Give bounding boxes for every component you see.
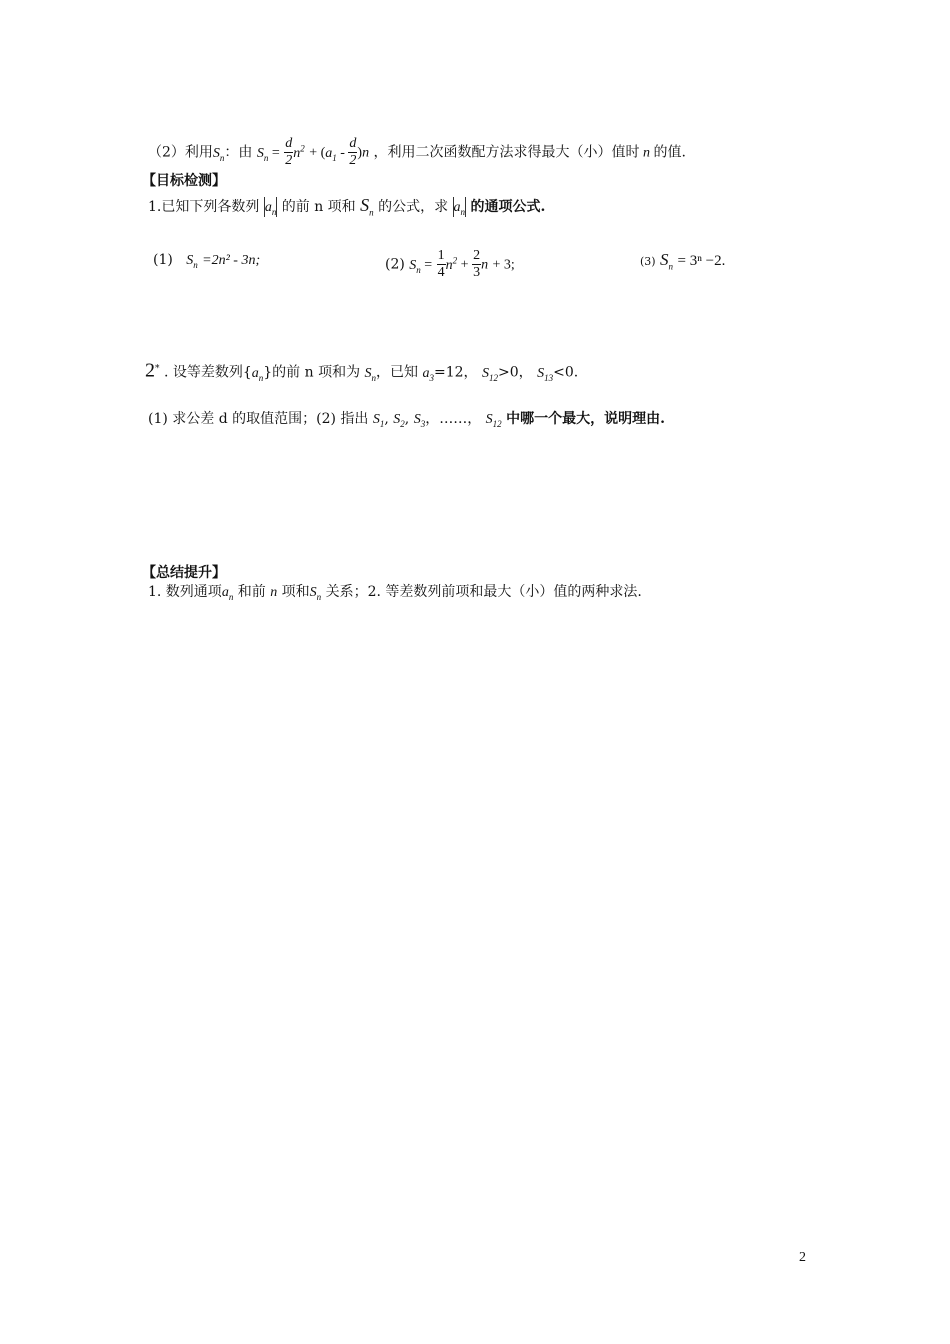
q2-text-e: >0， [498, 364, 533, 381]
s-1: $S_1$ [372, 412, 385, 429]
sum-n: n [270, 585, 278, 600]
eq-p2: = [420, 257, 433, 273]
q2-number: 2 [145, 359, 155, 382]
s-symbol: $S_n$ [212, 145, 225, 163]
p3-formula: = 3ⁿ −2. [677, 253, 726, 269]
n-italic: n [639, 145, 654, 161]
q2-text-a: . 设等差数列{ [163, 364, 252, 381]
q1-part-3 [640, 248, 725, 272]
q2-text-b: }的前 n 项和为 [263, 364, 361, 381]
p2-tail: + 3; [492, 257, 515, 273]
s-n-p3: $S_n$ [660, 250, 674, 272]
frac-1-4: $\frac{1}{4}$ [437, 248, 445, 281]
q2-text-c: ，已知 [376, 364, 419, 381]
q2-text-d: =12， [434, 364, 478, 381]
q2-a-n: $a_n$ [251, 365, 264, 383]
n-squared: $n^2$ [293, 143, 305, 161]
s-2: $S_2$ [393, 412, 405, 429]
plus-paren: + ( [309, 145, 326, 161]
q1-text-a: 1.已知下列各数列 [148, 199, 260, 215]
p3-label: (3) [640, 255, 656, 268]
question-2 [145, 354, 578, 384]
summary-text-b: 和前 [237, 584, 266, 600]
sum-a-n: $a_n$ [221, 585, 234, 602]
q2-line2-b: 中哪一个最大，说明理由. [506, 411, 665, 427]
s-n: $S_n$ [360, 195, 374, 218]
bar-right [276, 197, 277, 217]
q2-s-13: $S_{13}$ [537, 365, 554, 383]
s-12: $S_{12}$ [485, 412, 502, 429]
summary-text-c: 项和 [281, 584, 310, 600]
section-heading-target: 【目标检测】 [142, 173, 226, 189]
s-n-p1: $S_n$ [186, 253, 198, 270]
q2-a-3: $a_3$ [422, 365, 434, 383]
frac-d-2: $\frac{d}{2}$ [285, 136, 293, 169]
q1-part-2 [385, 238, 515, 282]
close-paren: ) [357, 145, 363, 161]
part-label: （2）利用 [148, 144, 213, 161]
q2-s-n: $S_n$ [364, 365, 377, 383]
eq-sign: = [268, 145, 280, 161]
page-number: 2 [799, 1250, 806, 1265]
n-p2: n [481, 257, 489, 273]
q1-text-c: 的公式，求 [378, 199, 449, 215]
summary-text-a: 1. 数列通项 [148, 584, 222, 600]
q2-line2-a: (1) 求公差 d 的取值范围；(2) 指出 [148, 411, 369, 427]
q2-text-f: <0. [553, 364, 579, 381]
n-sq-p2: $n^2$ [445, 255, 458, 273]
formula-line [148, 128, 686, 168]
p2-label: (2) [385, 256, 405, 273]
question-2-line-2: (1) 求公差 d 的取值范围；(2) 指出 $S_1$, $S_2$, $S_3$，……， $S_{12}$ 中哪一个最大，说明理由. [148, 411, 665, 429]
q2-star: * [155, 364, 160, 374]
mid-text: ：由 [224, 144, 253, 161]
p1-label: (1) [153, 252, 173, 268]
a-n: $a_n$ [264, 200, 277, 217]
s-3: $S_3$ [413, 412, 426, 429]
minus: - [336, 145, 349, 161]
q1-part-1 [153, 250, 260, 270]
tail-text: ，利用二次函数配方法求得最大（小）值时 [373, 144, 640, 161]
s-n-p2: $S_n$ [409, 257, 421, 275]
plus-p2: + [457, 257, 473, 273]
q1-text-b: 的前 n 项和 [281, 199, 356, 215]
end-text: 的值. [653, 144, 686, 161]
section-heading-summary: 【总结提升】 [142, 565, 226, 581]
q2-s-12: $S_{12}$ [482, 365, 498, 383]
summary-line [148, 582, 642, 602]
p1-formula: =2n² - 3n; [202, 253, 261, 268]
q2-line2-ellipsis: ，……， [425, 411, 482, 427]
a1: $a_1$ [325, 145, 337, 163]
a-n-2: $a_n$ [453, 200, 466, 217]
frac-2-3: $\frac{2}{3}$ [473, 248, 481, 281]
n-var: n [362, 145, 370, 161]
summary-text-d: 关系；2. 等差数列前项和最大（小）值的两种求法. [325, 584, 642, 600]
bar-right-2 [465, 197, 466, 217]
frac-d-2b: $\frac{d}{2}$ [349, 136, 357, 169]
sum-s-n: $S_n$ [309, 585, 322, 602]
q1-text-d: 的通项公式. [470, 199, 546, 215]
s-n-eq: $S_n$ [256, 145, 269, 163]
question-1 [148, 190, 545, 220]
